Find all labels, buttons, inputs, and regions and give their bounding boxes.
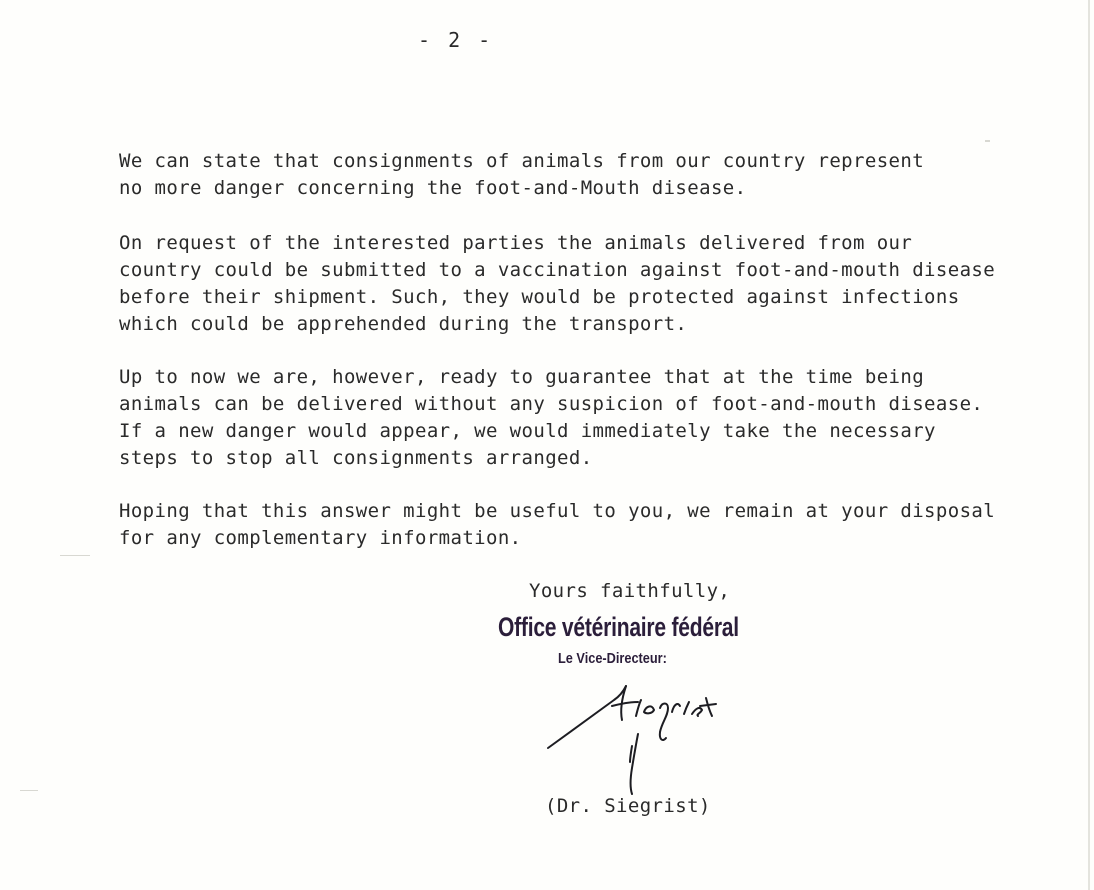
paper-speck <box>1088 0 1090 890</box>
paragraph-line: which could be apprehended during the transport. <box>119 313 688 335</box>
paragraph-line: before their shipment. Such, they would be protected against infections <box>119 286 960 308</box>
paper-speck <box>60 555 90 556</box>
paragraph-line: We can state that consignments of animals from our country represent <box>119 150 925 172</box>
paragraph-4 <box>119 498 995 552</box>
paper-speck <box>985 140 990 142</box>
paragraph-line: no more danger concerning the foot-and-Mouth disease. <box>119 177 747 199</box>
paragraph-2 <box>119 230 995 338</box>
paragraph-line: Up to now we are, however, ready to guarantee that at the time being <box>119 366 925 388</box>
paragraph-line: for any complementary information. <box>119 527 522 549</box>
closing: Yours faithfully, <box>529 580 731 602</box>
paragraph-line: animals can be delivered without any suspicion of foot-and-mouth disease. <box>119 393 984 415</box>
stamp-organization: Office vétérinaire fédéral <box>498 612 739 642</box>
signer-name: (Dr. Siegrist) <box>545 795 711 817</box>
paragraph-line: If a new danger would appear, we would immediately take the necessary <box>119 420 936 442</box>
paragraph-line: country could be submitted to a vaccination against foot-and-mouth disease <box>119 259 996 281</box>
paragraph-3 <box>119 364 983 472</box>
paragraph-line: steps to stop all consignments arranged. <box>119 447 593 469</box>
paragraph-1 <box>119 148 924 202</box>
paragraph-line: Hoping that this answer might be useful to you, we remain at your disposal <box>119 500 996 522</box>
paragraph-line: On request of the interested parties the animals delivered from our <box>119 232 913 254</box>
paper-speck <box>20 790 38 791</box>
page-number: - 2 - <box>418 28 494 52</box>
stamp-title: Le Vice-Directeur: <box>558 650 667 667</box>
handwritten-signature <box>540 672 740 802</box>
